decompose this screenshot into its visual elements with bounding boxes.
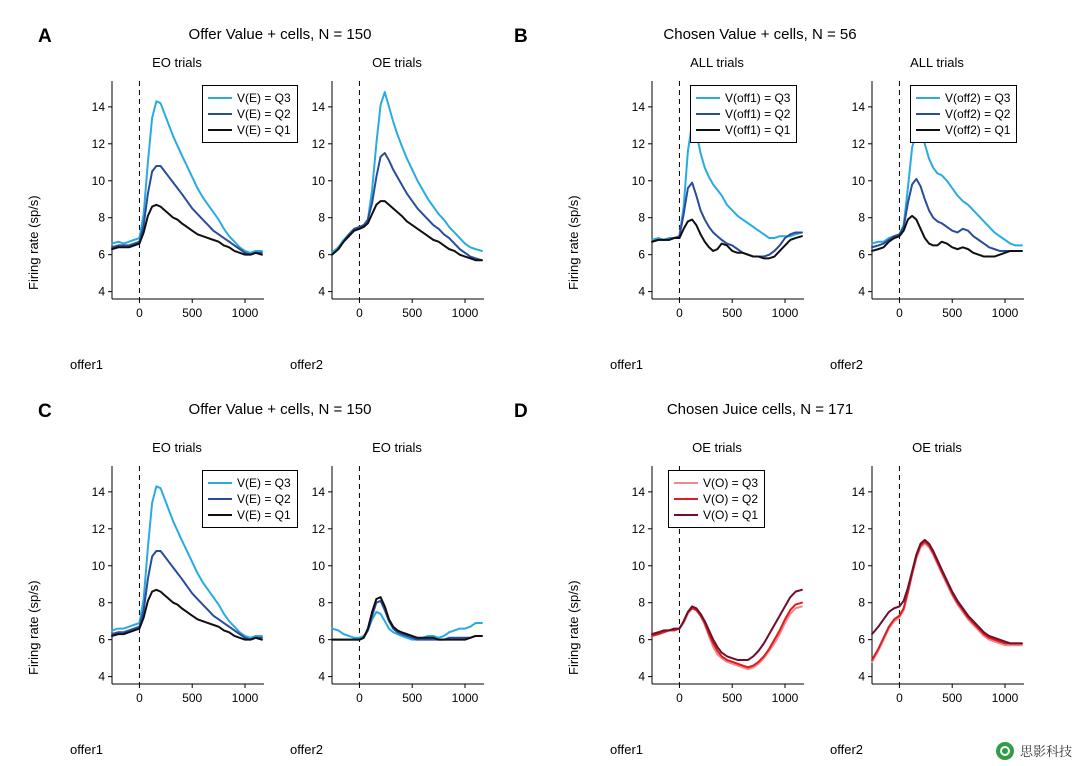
legend-label: V(E) = Q1: [237, 123, 291, 137]
panel-c-letter: C: [38, 401, 52, 422]
legend-swatch-icon: [916, 113, 940, 115]
subplot-d2-axes: [842, 460, 1032, 710]
svg-text:4: 4: [98, 669, 105, 684]
svg-text:1000: 1000: [451, 691, 479, 705]
legend-panel-a: [202, 85, 298, 143]
svg-text:4: 4: [98, 284, 105, 299]
subplot-b1-ylabel: Firing rate (sp/s): [566, 195, 581, 290]
legend-b2-entry-1: [916, 90, 1010, 106]
legend-d-entry-2: [674, 491, 758, 507]
svg-text:4: 4: [638, 284, 645, 299]
panel-b-title: Chosen Value + cells, N = 56: [663, 26, 857, 43]
legend-swatch-icon: [674, 498, 698, 500]
subplot-b2-title: ALL trials: [910, 55, 964, 70]
subplot-c2-xlabel: offer2: [290, 742, 324, 757]
legend-label: V(O) = Q1: [703, 508, 759, 522]
legend-swatch-icon: [208, 97, 232, 99]
subplot-a2-title: OE trials: [372, 55, 422, 70]
svg-text:4: 4: [318, 669, 325, 684]
panel-c-title: Offer Value + cells, N = 150: [188, 401, 372, 418]
svg-text:12: 12: [311, 521, 325, 536]
svg-text:6: 6: [638, 247, 645, 262]
subplot-c1-xlabel: offer1: [70, 742, 104, 757]
legend-swatch-icon: [696, 113, 720, 115]
svg-text:12: 12: [851, 521, 865, 536]
legend-b2-entry-3: [916, 122, 1010, 138]
legend-panel-d: [668, 470, 765, 528]
svg-text:0: 0: [136, 691, 143, 705]
wechat-account-logo: [996, 742, 1014, 760]
legend-label: V(off1) = Q1: [725, 123, 791, 137]
subplot-a1-ylabel: Firing rate (sp/s): [26, 195, 41, 290]
svg-text:14: 14: [91, 99, 105, 114]
subplot-d2-xlabel: offer2: [830, 742, 864, 757]
legend-b2-entry-2: [916, 106, 1010, 122]
svg-text:500: 500: [942, 691, 963, 705]
legend-d-entry-1: [674, 475, 758, 491]
subplot-b1-xlabel: offer1: [610, 357, 644, 372]
legend-label: V(off2) = Q2: [945, 107, 1011, 121]
legend-label: V(E) = Q2: [237, 107, 291, 121]
svg-text:10: 10: [851, 558, 865, 573]
legend-b1-entry-1: [696, 90, 790, 106]
watermark-text: 思影科技: [1019, 744, 1072, 759]
subplot-d1-xlabel: offer1: [610, 742, 644, 757]
svg-text:8: 8: [98, 595, 105, 610]
legend-swatch-icon: [208, 482, 232, 484]
svg-text:8: 8: [858, 595, 865, 610]
legend-label: V(off2) = Q1: [945, 123, 1011, 137]
legend-swatch-icon: [674, 482, 698, 484]
legend-b1-entry-2: [696, 106, 790, 122]
legend-c-entry-2: [208, 491, 291, 507]
svg-text:500: 500: [402, 691, 423, 705]
svg-text:1000: 1000: [231, 306, 259, 320]
legend-label: V(E) = Q3: [237, 476, 291, 490]
svg-text:8: 8: [638, 210, 645, 225]
svg-text:0: 0: [356, 306, 363, 320]
legend-a-entry-1: [208, 90, 291, 106]
subplot-c1-title: EO trials: [152, 440, 202, 455]
svg-text:6: 6: [98, 632, 105, 647]
svg-text:12: 12: [631, 521, 645, 536]
svg-text:4: 4: [858, 284, 865, 299]
svg-text:10: 10: [311, 173, 325, 188]
svg-text:10: 10: [91, 173, 105, 188]
legend-swatch-icon: [696, 97, 720, 99]
svg-text:12: 12: [91, 521, 105, 536]
svg-text:12: 12: [311, 136, 325, 151]
svg-text:500: 500: [722, 691, 743, 705]
svg-text:8: 8: [318, 595, 325, 610]
svg-text:1000: 1000: [991, 306, 1019, 320]
legend-panel-b2: [910, 85, 1017, 143]
svg-text:12: 12: [91, 136, 105, 151]
svg-text:14: 14: [851, 484, 865, 499]
svg-text:4: 4: [858, 669, 865, 684]
subplot-d1-title: OE trials: [692, 440, 742, 455]
subplot-b2-xlabel: offer2: [830, 357, 864, 372]
svg-text:10: 10: [851, 173, 865, 188]
svg-text:10: 10: [631, 173, 645, 188]
svg-text:6: 6: [98, 247, 105, 262]
svg-text:6: 6: [318, 247, 325, 262]
panel-b-letter: B: [514, 26, 528, 47]
svg-text:8: 8: [858, 210, 865, 225]
svg-text:1000: 1000: [231, 691, 259, 705]
watermark: [996, 741, 1072, 760]
svg-text:10: 10: [91, 558, 105, 573]
svg-text:8: 8: [638, 595, 645, 610]
subplot-d2-title: OE trials: [912, 440, 962, 455]
panel-d-letter: D: [514, 401, 528, 422]
legend-label: V(off2) = Q3: [945, 91, 1011, 105]
svg-text:1000: 1000: [991, 691, 1019, 705]
svg-text:14: 14: [631, 484, 645, 499]
legend-label: V(O) = Q2: [703, 492, 759, 506]
subplot-c2-axes: [302, 460, 492, 710]
svg-text:0: 0: [676, 691, 683, 705]
svg-text:14: 14: [631, 99, 645, 114]
svg-text:1000: 1000: [771, 306, 799, 320]
svg-text:14: 14: [311, 99, 325, 114]
svg-text:500: 500: [942, 306, 963, 320]
svg-text:500: 500: [182, 691, 203, 705]
svg-text:6: 6: [638, 632, 645, 647]
legend-a-entry-2: [208, 106, 291, 122]
svg-text:0: 0: [676, 306, 683, 320]
svg-text:12: 12: [851, 136, 865, 151]
svg-text:10: 10: [631, 558, 645, 573]
svg-text:8: 8: [318, 210, 325, 225]
subplot-c2: [290, 440, 492, 757]
svg-text:8: 8: [98, 210, 105, 225]
subplot-a2-axes: [302, 75, 492, 325]
legend-panel-b1: [690, 85, 797, 143]
legend-label: V(E) = Q2: [237, 492, 291, 506]
subplot-a1-title: EO trials: [152, 55, 202, 70]
legend-swatch-icon: [916, 129, 940, 131]
subplot-c1-ylabel: Firing rate (sp/s): [26, 580, 41, 675]
subplot-a2-xlabel: offer2: [290, 357, 324, 372]
svg-text:0: 0: [896, 691, 903, 705]
legend-swatch-icon: [208, 498, 232, 500]
legend-swatch-icon: [208, 129, 232, 131]
svg-text:0: 0: [136, 306, 143, 320]
legend-swatch-icon: [208, 113, 232, 115]
svg-text:10: 10: [311, 558, 325, 573]
legend-label: V(off1) = Q3: [725, 91, 791, 105]
svg-text:500: 500: [402, 306, 423, 320]
svg-text:500: 500: [182, 306, 203, 320]
svg-text:1000: 1000: [771, 691, 799, 705]
svg-text:0: 0: [896, 306, 903, 320]
panel-a-title: Offer Value + cells, N = 150: [188, 26, 372, 43]
svg-text:6: 6: [858, 247, 865, 262]
subplot-a2: [290, 55, 492, 372]
legend-a-entry-3: [208, 122, 291, 138]
subplot-d2: [830, 440, 1032, 757]
svg-text:1000: 1000: [451, 306, 479, 320]
svg-text:14: 14: [851, 99, 865, 114]
svg-text:14: 14: [311, 484, 325, 499]
subplot-b1-title: ALL trials: [690, 55, 744, 70]
legend-label: V(off1) = Q2: [725, 107, 791, 121]
svg-text:14: 14: [91, 484, 105, 499]
svg-text:6: 6: [858, 632, 865, 647]
legend-label: V(O) = Q3: [703, 476, 759, 490]
svg-text:0: 0: [356, 691, 363, 705]
legend-c-entry-1: [208, 475, 291, 491]
legend-swatch-icon: [208, 514, 232, 516]
subplot-a1-xlabel: offer1: [70, 357, 104, 372]
svg-text:12: 12: [631, 136, 645, 151]
legend-swatch-icon: [916, 97, 940, 99]
legend-c-entry-3: [208, 507, 291, 523]
legend-panel-c: [202, 470, 298, 528]
subplot-d1-ylabel: Firing rate (sp/s): [566, 580, 581, 675]
svg-text:500: 500: [722, 306, 743, 320]
svg-text:4: 4: [318, 284, 325, 299]
legend-b1-entry-3: [696, 122, 790, 138]
panel-d-title: Chosen Juice cells, N = 171: [666, 401, 854, 418]
panel-a-letter: A: [38, 26, 52, 47]
svg-text:4: 4: [638, 669, 645, 684]
legend-label: V(E) = Q3: [237, 91, 291, 105]
legend-d-entry-3: [674, 507, 758, 523]
legend-swatch-icon: [674, 514, 698, 516]
svg-text:6: 6: [318, 632, 325, 647]
legend-label: V(E) = Q1: [237, 508, 291, 522]
legend-swatch-icon: [696, 129, 720, 131]
subplot-c2-title: EO trials: [372, 440, 422, 455]
